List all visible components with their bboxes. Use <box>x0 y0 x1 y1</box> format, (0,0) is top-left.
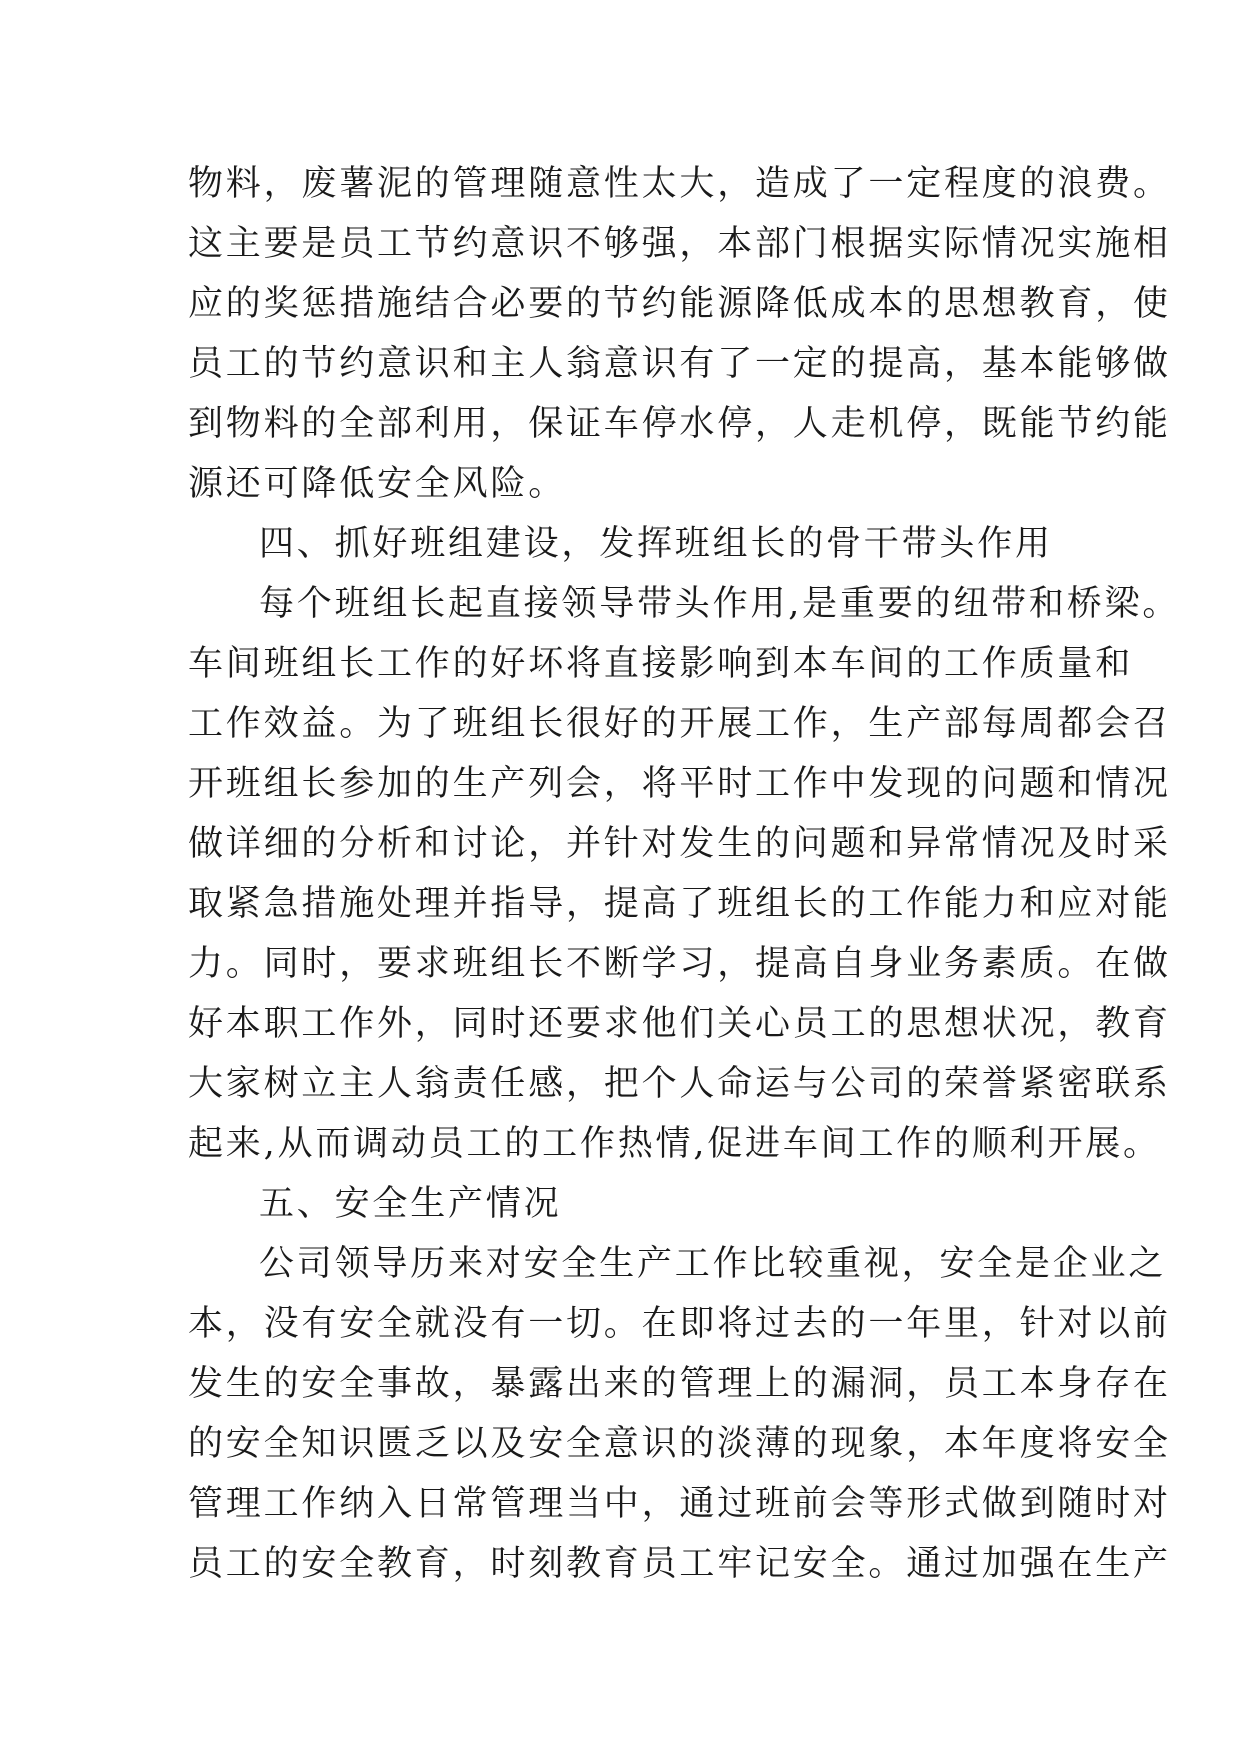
body-line: 源还可降低安全风险。 <box>188 464 567 504</box>
body-line: 物料，废薯泥的管理随意性太大，造成了一定程度的浪费。 <box>188 164 1171 204</box>
body-line: 员工的安全教育，时刻教育员工牢记安全。通过加强在生产 <box>188 1544 1171 1584</box>
body-line: 管理工作纳入日常管理当中，通过班前会等形式做到随时对 <box>188 1484 1171 1524</box>
body-line: 的安全知识匮乏以及安全意识的淡薄的现象，本年度将安全 <box>188 1424 1171 1464</box>
body-line: 应的奖惩措施结合必要的节约能源降低成本的思想教育，使 <box>188 284 1171 324</box>
body-line: 取紧急措施处理并指导，提高了班组长的工作能力和应对能 <box>188 884 1171 924</box>
body-line: 起来,从而调动员工的工作热情,促进车间工作的顺利开展。 <box>188 1124 1161 1164</box>
body-line: 车间班组长工作的好坏将直接影响到本车间的工作质量和 <box>188 644 1134 684</box>
body-line: 工作效益。为了班组长很好的开展工作，生产部每周都会召 <box>188 704 1171 744</box>
body-line: 开班组长参加的生产列会，将平时工作中发现的问题和情况 <box>188 764 1171 804</box>
body-line: 做详细的分析和讨论，并针对发生的问题和异常情况及时采 <box>188 824 1171 864</box>
section-heading: 五、安全生产情况 <box>259 1184 562 1224</box>
body-line: 本，没有安全就没有一切。在即将过去的一年里，针对以前 <box>188 1304 1171 1344</box>
body-line: 力。同时，要求班组长不断学习，提高自身业务素质。在做 <box>188 944 1171 984</box>
section-heading: 四、抓好班组建设，发挥班组长的骨干带头作用 <box>259 524 1053 564</box>
body-line: 到物料的全部利用，保证车停水停，人走机停，既能节约能 <box>188 404 1171 444</box>
body-line: 发生的安全事故，暴露出来的管理上的漏洞，员工本身存在 <box>188 1364 1171 1404</box>
body-line: 这主要是员工节约意识不够强，本部门根据实际情况实施相 <box>188 224 1171 264</box>
body-line: 大家树立主人翁责任感，把个人命运与公司的荣誉紧密联系 <box>188 1064 1171 1104</box>
body-line: 好本职工作外，同时还要求他们关心员工的思想状况，教育 <box>188 1004 1171 1044</box>
paragraph-first-line: 公司领导历来对安全生产工作比较重视，安全是企业之 <box>259 1244 1167 1284</box>
paragraph-first-line: 每个班组长起直接领导带头作用,是重要的纽带和桥梁。 <box>259 584 1181 624</box>
document-body <box>188 154 1181 1594</box>
body-line: 员工的节约意识和主人翁意识有了一定的提高，基本能够做 <box>188 344 1171 384</box>
